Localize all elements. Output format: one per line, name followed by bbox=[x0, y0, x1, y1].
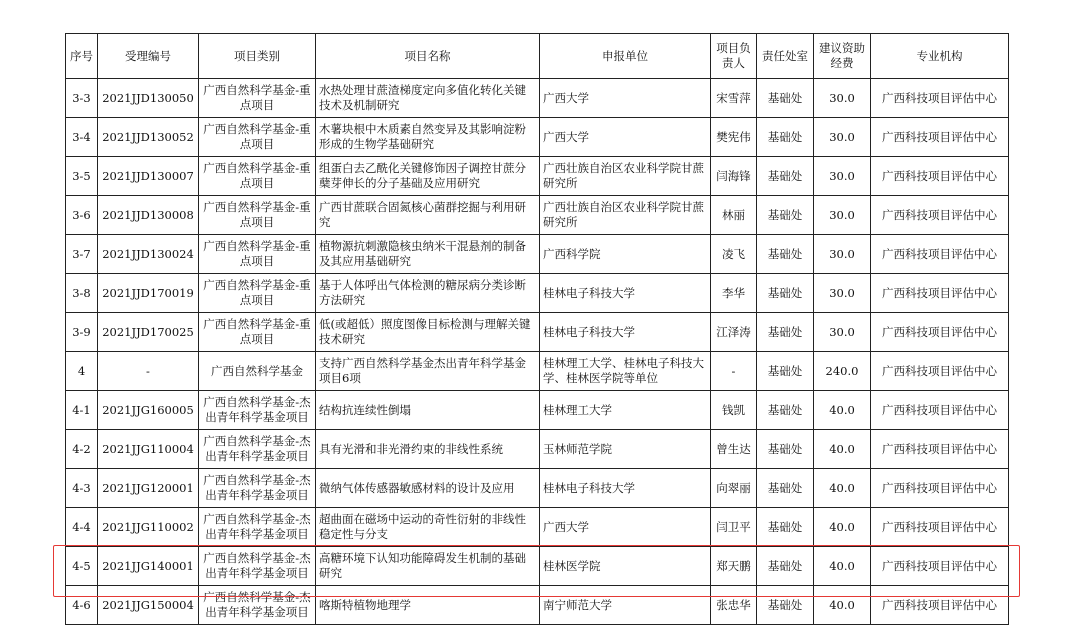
header-category: 项目类别 bbox=[199, 34, 316, 79]
cell-name: 广西甘蔗联合固氮核心菌群挖掘与利用研究 bbox=[316, 196, 540, 235]
cell-category: 广西自然科学基金-重点项目 bbox=[199, 118, 316, 157]
cell-code: 2021JJD130050 bbox=[98, 79, 199, 118]
cell-leader: 凌飞 bbox=[711, 235, 757, 274]
cell-fund: 40.0 bbox=[814, 586, 871, 625]
cell-leader: 李华 bbox=[711, 274, 757, 313]
header-agency: 专业机构 bbox=[871, 34, 1009, 79]
cell-seq: 3-5 bbox=[66, 157, 98, 196]
cell-code: 2021JJG140001 bbox=[98, 547, 199, 586]
cell-agency: 广西科技项目评估中心 bbox=[871, 430, 1009, 469]
cell-agency: 广西科技项目评估中心 bbox=[871, 79, 1009, 118]
cell-seq: 4 bbox=[66, 352, 98, 391]
cell-office: 基础处 bbox=[757, 274, 814, 313]
cell-office: 基础处 bbox=[757, 508, 814, 547]
cell-agency: 广西科技项目评估中心 bbox=[871, 391, 1009, 430]
cell-code: 2021JJG160005 bbox=[98, 391, 199, 430]
cell-category: 广西自然科学基金-杰出青年科学基金项目 bbox=[199, 586, 316, 625]
table-row bbox=[66, 547, 1009, 586]
cell-category: 广西自然科学基金-重点项目 bbox=[199, 274, 316, 313]
cell-fund: 30.0 bbox=[814, 313, 871, 352]
cell-name: 组蛋白去乙酰化关键修饰因子调控甘蔗分蘖芽伸长的分子基础及应用研究 bbox=[316, 157, 540, 196]
table-row bbox=[66, 430, 1009, 469]
cell-office: 基础处 bbox=[757, 313, 814, 352]
cell-seq: 3-7 bbox=[66, 235, 98, 274]
cell-code: 2021JJD130052 bbox=[98, 118, 199, 157]
cell-name: 低(或超低）照度图像目标检测与理解关键技术研究 bbox=[316, 313, 540, 352]
cell-category: 广西自然科学基金-杰出青年科学基金项目 bbox=[199, 469, 316, 508]
cell-seq: 4-1 bbox=[66, 391, 98, 430]
cell-name: 木薯块根中木质素自然变异及其影响淀粉形成的生物学基础研究 bbox=[316, 118, 540, 157]
cell-agency: 广西科技项目评估中心 bbox=[871, 313, 1009, 352]
cell-office: 基础处 bbox=[757, 79, 814, 118]
cell-leader: 闫卫平 bbox=[711, 508, 757, 547]
cell-fund: 30.0 bbox=[814, 157, 871, 196]
cell-fund: 30.0 bbox=[814, 274, 871, 313]
cell-fund: 40.0 bbox=[814, 547, 871, 586]
cell-unit: 桂林电子科技大学 bbox=[540, 274, 711, 313]
cell-unit: 桂林医学院 bbox=[540, 547, 711, 586]
table-row bbox=[66, 352, 1009, 391]
cell-unit: 广西大学 bbox=[540, 79, 711, 118]
cell-agency: 广西科技项目评估中心 bbox=[871, 157, 1009, 196]
table-row bbox=[66, 586, 1009, 625]
cell-fund: 30.0 bbox=[814, 79, 871, 118]
header-office: 责任处室 bbox=[757, 34, 814, 79]
cell-unit: 广西大学 bbox=[540, 118, 711, 157]
cell-category: 广西自然科学基金-杰出青年科学基金项目 bbox=[199, 391, 316, 430]
cell-category: 广西自然科学基金-杰出青年科学基金项目 bbox=[199, 547, 316, 586]
cell-seq: 4-2 bbox=[66, 430, 98, 469]
cell-category: 广西自然科学基金-重点项目 bbox=[199, 79, 316, 118]
cell-code: 2021JJG120001 bbox=[98, 469, 199, 508]
cell-code: 2021JJD130007 bbox=[98, 157, 199, 196]
cell-office: 基础处 bbox=[757, 469, 814, 508]
cell-code: 2021JJG110002 bbox=[98, 508, 199, 547]
cell-office: 基础处 bbox=[757, 586, 814, 625]
cell-name: 结构抗连续性倒塌 bbox=[316, 391, 540, 430]
cell-unit: 广西大学 bbox=[540, 508, 711, 547]
header-unit: 申报单位 bbox=[540, 34, 711, 79]
cell-category: 广西自然科学基金-重点项目 bbox=[199, 313, 316, 352]
cell-unit: 桂林电子科技大学 bbox=[540, 469, 711, 508]
cell-name: 高糖环境下认知功能障碍发生机制的基础研究 bbox=[316, 547, 540, 586]
table-row bbox=[66, 235, 1009, 274]
cell-seq: 3-3 bbox=[66, 79, 98, 118]
cell-name: 支持广西自然科学基金杰出青年科学基金项目6项 bbox=[316, 352, 540, 391]
header-leader: 项目负责人 bbox=[711, 34, 757, 79]
cell-name: 超曲面在磁场中运动的奇性衍射的非线性稳定性与分支 bbox=[316, 508, 540, 547]
cell-office: 基础处 bbox=[757, 118, 814, 157]
cell-seq: 3-6 bbox=[66, 196, 98, 235]
header-fund: 建议资助经费 bbox=[814, 34, 871, 79]
cell-category: 广西自然科学基金-杰出青年科学基金项目 bbox=[199, 508, 316, 547]
cell-code: 2021JJG150004 bbox=[98, 586, 199, 625]
cell-leader: 闫海锋 bbox=[711, 157, 757, 196]
cell-code: 2021JJD130008 bbox=[98, 196, 199, 235]
table-row bbox=[66, 196, 1009, 235]
cell-fund: 240.0 bbox=[814, 352, 871, 391]
cell-agency: 广西科技项目评估中心 bbox=[871, 469, 1009, 508]
table-row bbox=[66, 157, 1009, 196]
table-row bbox=[66, 274, 1009, 313]
cell-name: 水热处理甘蔗渣梯度定向多值化转化关键技术及机制研究 bbox=[316, 79, 540, 118]
cell-seq: 3-9 bbox=[66, 313, 98, 352]
cell-category: 广西自然科学基金-杰出青年科学基金项目 bbox=[199, 430, 316, 469]
cell-fund: 40.0 bbox=[814, 508, 871, 547]
project-table bbox=[65, 33, 1009, 625]
cell-name: 基于人体呼出气体检测的糖尿病分类诊断方法研究 bbox=[316, 274, 540, 313]
cell-office: 基础处 bbox=[757, 235, 814, 274]
header-name: 项目名称 bbox=[316, 34, 540, 79]
cell-unit: 玉林师范学院 bbox=[540, 430, 711, 469]
cell-code: 2021JJG110004 bbox=[98, 430, 199, 469]
cell-code: - bbox=[98, 352, 199, 391]
cell-category: 广西自然科学基金-重点项目 bbox=[199, 235, 316, 274]
table-row bbox=[66, 391, 1009, 430]
cell-office: 基础处 bbox=[757, 547, 814, 586]
cell-leader: 向翠丽 bbox=[711, 469, 757, 508]
cell-leader: 宋雪萍 bbox=[711, 79, 757, 118]
cell-unit: 广西壮族自治区农业科学院甘蔗研究所 bbox=[540, 196, 711, 235]
cell-fund: 30.0 bbox=[814, 118, 871, 157]
cell-category: 广西自然科学基金-重点项目 bbox=[199, 196, 316, 235]
cell-office: 基础处 bbox=[757, 352, 814, 391]
cell-office: 基础处 bbox=[757, 430, 814, 469]
cell-name: 植物源抗刺激隐核虫纳米干混悬剂的制备及其应用基础研究 bbox=[316, 235, 540, 274]
cell-seq: 3-4 bbox=[66, 118, 98, 157]
cell-agency: 广西科技项目评估中心 bbox=[871, 196, 1009, 235]
cell-fund: 40.0 bbox=[814, 391, 871, 430]
cell-unit: 广西科学院 bbox=[540, 235, 711, 274]
cell-leader: 樊宪伟 bbox=[711, 118, 757, 157]
cell-name: 具有光滑和非光滑约束的非线性系统 bbox=[316, 430, 540, 469]
cell-unit: 桂林电子科技大学 bbox=[540, 313, 711, 352]
cell-office: 基础处 bbox=[757, 157, 814, 196]
cell-seq: 3-8 bbox=[66, 274, 98, 313]
table-row bbox=[66, 508, 1009, 547]
cell-leader: 钱凯 bbox=[711, 391, 757, 430]
cell-fund: 40.0 bbox=[814, 469, 871, 508]
cell-fund: 30.0 bbox=[814, 196, 871, 235]
cell-code: 2021JJD130024 bbox=[98, 235, 199, 274]
cell-code: 2021JJD170019 bbox=[98, 274, 199, 313]
cell-code: 2021JJD170025 bbox=[98, 313, 199, 352]
cell-agency: 广西科技项目评估中心 bbox=[871, 352, 1009, 391]
header-seq: 序号 bbox=[66, 34, 98, 79]
cell-leader: 林丽 bbox=[711, 196, 757, 235]
cell-office: 基础处 bbox=[757, 391, 814, 430]
table-row bbox=[66, 313, 1009, 352]
table-header-row bbox=[66, 34, 1009, 79]
cell-leader: 江泽涛 bbox=[711, 313, 757, 352]
cell-name: 喀斯特植物地理学 bbox=[316, 586, 540, 625]
cell-fund: 40.0 bbox=[814, 430, 871, 469]
cell-unit: 广西壮族自治区农业科学院甘蔗研究所 bbox=[540, 157, 711, 196]
cell-seq: 4-5 bbox=[66, 547, 98, 586]
cell-leader: - bbox=[711, 352, 757, 391]
table-row bbox=[66, 469, 1009, 508]
cell-seq: 4-3 bbox=[66, 469, 98, 508]
cell-office: 基础处 bbox=[757, 196, 814, 235]
table-row bbox=[66, 118, 1009, 157]
cell-category: 广西自然科学基金-重点项目 bbox=[199, 157, 316, 196]
cell-unit: 南宁师范大学 bbox=[540, 586, 711, 625]
cell-leader: 郑天鹏 bbox=[711, 547, 757, 586]
cell-agency: 广西科技项目评估中心 bbox=[871, 235, 1009, 274]
cell-seq: 4-6 bbox=[66, 586, 98, 625]
cell-agency: 广西科技项目评估中心 bbox=[871, 508, 1009, 547]
cell-fund: 30.0 bbox=[814, 235, 871, 274]
cell-agency: 广西科技项目评估中心 bbox=[871, 274, 1009, 313]
cell-unit: 桂林理工大学、桂林电子科技大学、桂林医学院等单位 bbox=[540, 352, 711, 391]
cell-agency: 广西科技项目评估中心 bbox=[871, 586, 1009, 625]
cell-seq: 4-4 bbox=[66, 508, 98, 547]
table-row bbox=[66, 79, 1009, 118]
cell-name: 微纳气体传感器敏感材料的设计及应用 bbox=[316, 469, 540, 508]
cell-leader: 曾生达 bbox=[711, 430, 757, 469]
cell-agency: 广西科技项目评估中心 bbox=[871, 547, 1009, 586]
cell-category: 广西自然科学基金 bbox=[199, 352, 316, 391]
cell-unit: 桂林理工大学 bbox=[540, 391, 711, 430]
cell-leader: 张忠华 bbox=[711, 586, 757, 625]
cell-agency: 广西科技项目评估中心 bbox=[871, 118, 1009, 157]
header-code: 受理编号 bbox=[98, 34, 199, 79]
